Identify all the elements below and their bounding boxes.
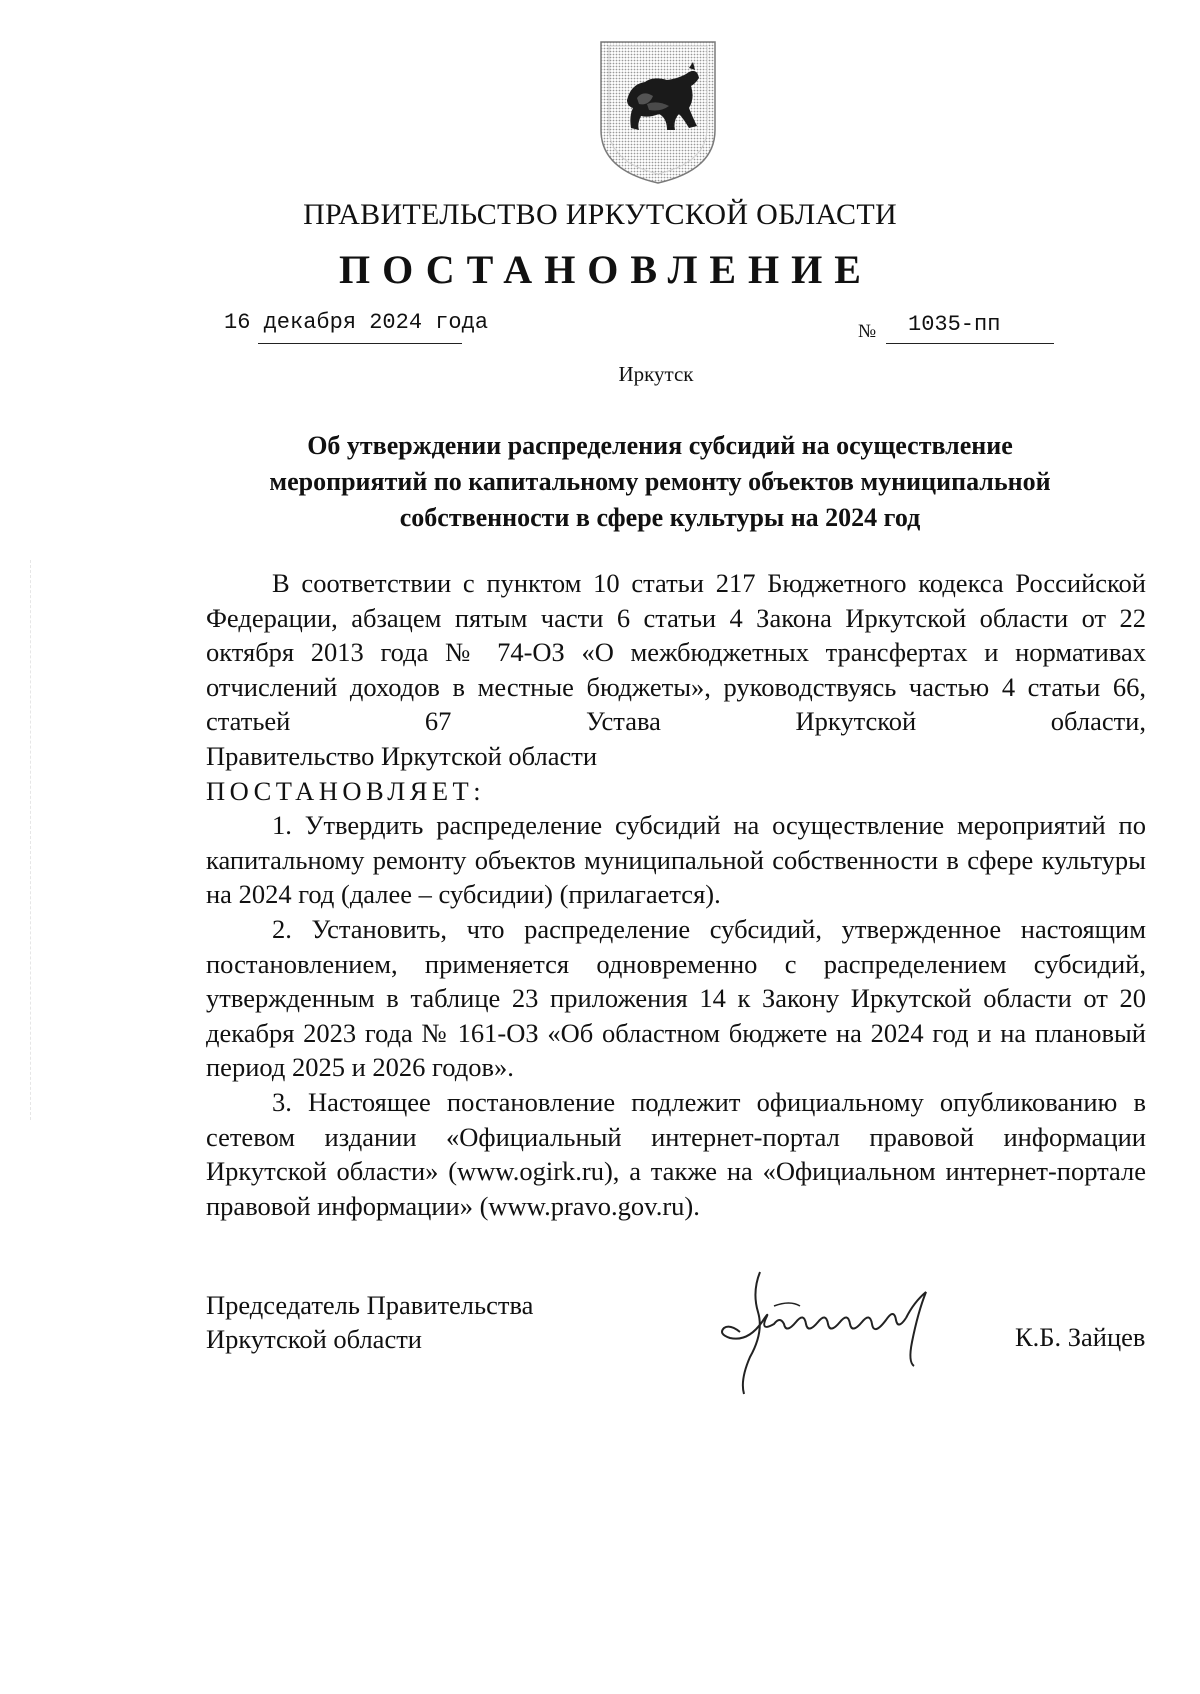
subject-line: мероприятий по капитальному ремонту объектов муниципальной xyxy=(269,467,1051,496)
document-body xyxy=(206,566,1146,1223)
city-name: Иркутск xyxy=(618,362,694,386)
scan-fold-mark xyxy=(30,560,31,1120)
irkutsk-coat-of-arms-icon xyxy=(597,38,719,186)
paragraph-item-3: 3. Настоящее постановление подлежит официальному опубликованию в сетевом издании «Официальный интернет-портал правовой информации Иркутской области» (www.ogirk.ru), а также на «Официальном интернет-портале правовой информации» (www.pravo.gov.ru). xyxy=(206,1086,1146,1221)
document-number: 1035-пп xyxy=(908,312,1001,337)
number-underline xyxy=(886,343,1054,344)
signer-position-line: Иркутской области xyxy=(206,1324,422,1354)
paragraph-item-2: 2. Установить, что распределение субсидий, утвержденное настоящим постановлением, применяется одновременно с распределением субсидий, утвержденным в таблице 23 приложения 14 к Закону Иркутской области от 20 декабря 2023 года № 161-ОЗ «Об областном бюджете на 2024 год и на плановый период 2025 и 2026 годов». xyxy=(206,913,1146,1083)
government-name: ПРАВИТЕЛЬСТВО ИРКУТСКОЙ ОБЛАСТИ xyxy=(303,198,897,231)
preamble-paragraph: В соответствии с пунктом 10 статьи 217 Бюджетного кодекса Российской Федерации, абзацем пятым части 6 статьи 4 Закона Иркутской области от 22 октября 2013 года № 74-ОЗ «О межбюджетных трансфертах и нормативах отчислений доходов в местные бюджеты», руководствуясь частью 4 статьи 66, статьей 67 Устава Иркутской области, xyxy=(206,568,1146,737)
document-subject xyxy=(210,428,1110,536)
signer-position-line: Председатель Правительства xyxy=(206,1290,534,1320)
preamble-ending: Правительство Иркутской области xyxy=(206,740,598,771)
decree-word: ПОСТАНОВЛЯЕТ: xyxy=(206,775,486,806)
subject-line: собственности в сфере культуры на 2024 год xyxy=(399,503,921,532)
date-underline xyxy=(258,343,462,344)
number-sign: № xyxy=(858,321,877,342)
document-type-title: ПОСТАНОВЛЕНИЕ xyxy=(339,247,873,292)
signer-position xyxy=(206,1288,533,1356)
subject-line: Об утверждении распределения субсидий на осуществление xyxy=(307,431,1013,460)
paragraph-item-1: 1. Утвердить распределение субсидий на осуществление мероприятий по капитальному ремонту объектов муниципальной собственности в сфере культуры на 2024 год (далее – субсидии) (прилагается). xyxy=(206,810,1146,910)
document-date: 16 декабря 2024 года xyxy=(224,310,489,335)
handwritten-signature-icon xyxy=(700,1262,960,1402)
signer-name: К.Б. Зайцев xyxy=(1015,1322,1146,1352)
